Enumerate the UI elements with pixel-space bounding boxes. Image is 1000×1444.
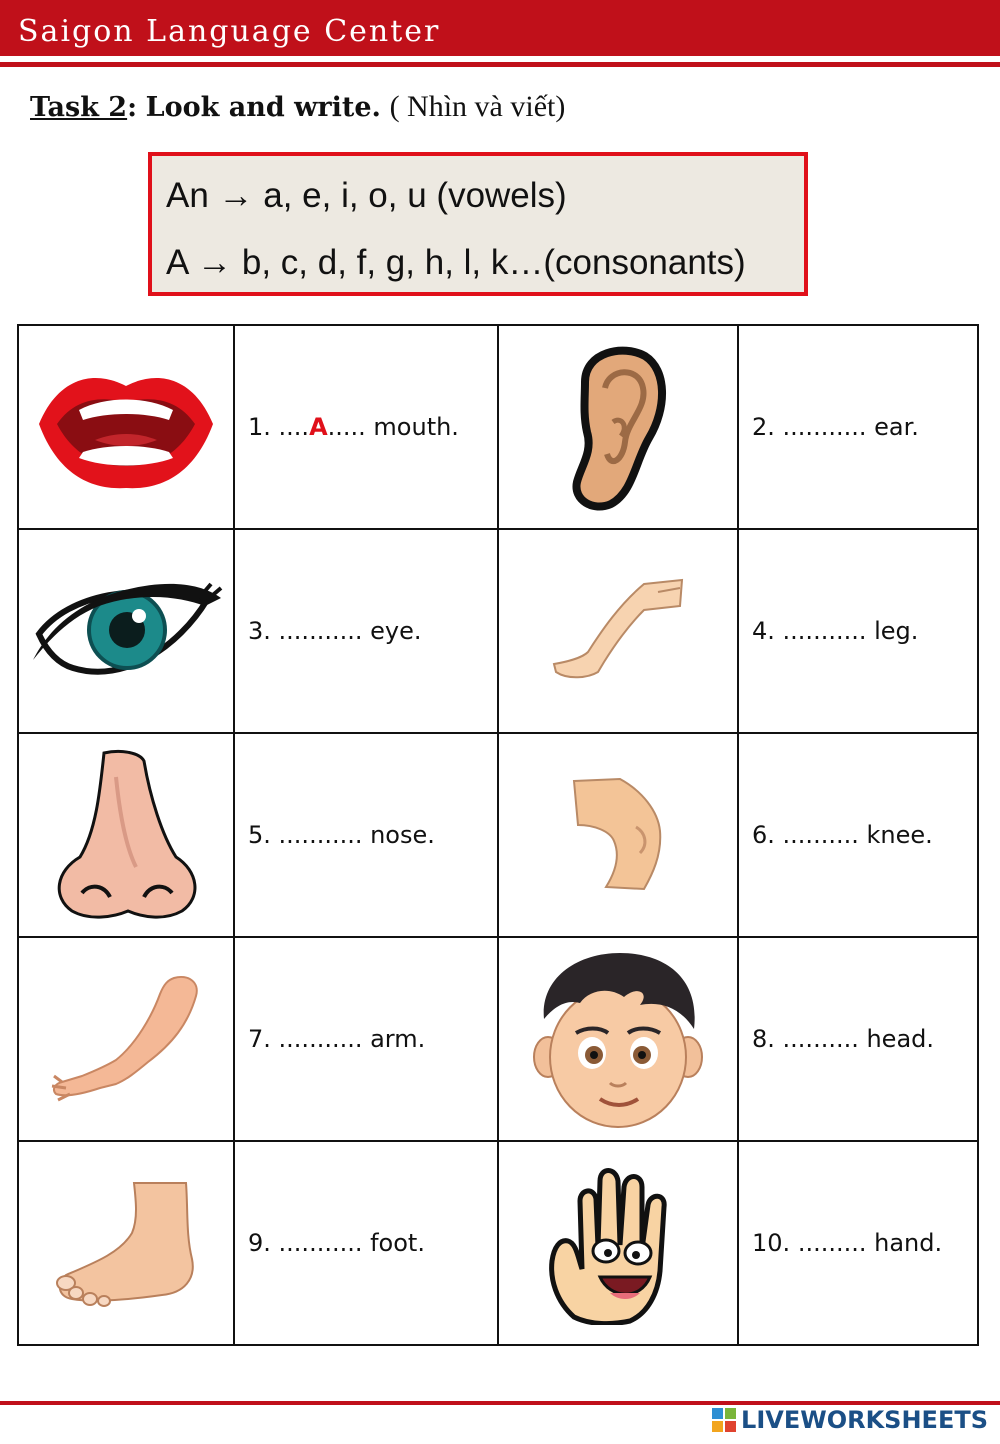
picture-cell bbox=[18, 1141, 234, 1345]
blank-before: .... bbox=[278, 413, 310, 441]
answer-line[interactable]: ........... foot. bbox=[278, 1229, 425, 1257]
sentence-cell bbox=[738, 937, 978, 1141]
article-rule-box bbox=[148, 152, 808, 296]
exercise-table bbox=[17, 324, 979, 1346]
sentence-cell bbox=[738, 733, 978, 937]
mouth-icon bbox=[35, 362, 217, 492]
header-bar bbox=[0, 0, 1000, 56]
brand-name: LIVEWORKSHEETS bbox=[741, 1406, 988, 1434]
picture-cell bbox=[18, 937, 234, 1141]
table-row bbox=[18, 529, 978, 733]
picture-cell bbox=[498, 1141, 738, 1345]
answer-line[interactable]: ......... hand. bbox=[797, 1229, 943, 1257]
item-number: 8. bbox=[752, 1025, 775, 1053]
picture-cell bbox=[498, 733, 738, 937]
blank-after: ..... mouth. bbox=[327, 413, 459, 441]
table-row bbox=[18, 733, 978, 937]
picture-cell bbox=[498, 325, 738, 529]
table-row bbox=[18, 937, 978, 1141]
picture-cell bbox=[498, 529, 738, 733]
leg-icon bbox=[548, 576, 688, 686]
eye-icon bbox=[29, 576, 223, 686]
sentence-cell bbox=[738, 529, 978, 733]
task-heading bbox=[30, 90, 565, 124]
table-row bbox=[18, 325, 978, 529]
rule-vowels: An → a, e, i, o, u (vowels) bbox=[166, 176, 567, 215]
picture-cell bbox=[18, 733, 234, 937]
sentence-cell bbox=[234, 529, 498, 733]
arm-icon bbox=[48, 972, 204, 1106]
picture-cell bbox=[18, 325, 234, 529]
answer-line[interactable]: ........... leg. bbox=[782, 617, 919, 645]
answer-line[interactable]: .......... knee. bbox=[782, 821, 933, 849]
item-number: 2. bbox=[752, 413, 775, 441]
item-number: 1. bbox=[248, 413, 271, 441]
answer-line[interactable]: ........... nose. bbox=[278, 821, 435, 849]
picture-cell bbox=[18, 529, 234, 733]
head-icon bbox=[530, 949, 706, 1129]
sentence-cell bbox=[234, 733, 498, 937]
answer-line[interactable]: ........... ear. bbox=[782, 413, 919, 441]
footer-rule bbox=[0, 1401, 1000, 1405]
hand-icon bbox=[544, 1161, 692, 1325]
logo-mark-icon bbox=[712, 1408, 736, 1432]
item-number: 4. bbox=[752, 617, 775, 645]
header-rule bbox=[0, 62, 1000, 67]
sentence-cell bbox=[738, 325, 978, 529]
item-number: 10. bbox=[752, 1229, 791, 1257]
answer-input[interactable]: A bbox=[309, 413, 328, 441]
item-number: 3. bbox=[248, 617, 271, 645]
foot-icon bbox=[54, 1179, 198, 1307]
sentence-cell bbox=[234, 325, 498, 529]
table-row bbox=[18, 1141, 978, 1345]
sentence-cell bbox=[234, 1141, 498, 1345]
sentence-cell bbox=[234, 937, 498, 1141]
answer-line[interactable]: ........... eye. bbox=[278, 617, 422, 645]
nose-icon bbox=[46, 747, 206, 923]
sentence-cell bbox=[738, 1141, 978, 1345]
task-title: Look and write. bbox=[145, 92, 381, 123]
liveworksheets-logo bbox=[712, 1406, 988, 1434]
item-number: 6. bbox=[752, 821, 775, 849]
task-translation: ( Nhìn và viết) bbox=[389, 90, 566, 123]
knee-icon bbox=[570, 775, 666, 895]
ear-icon bbox=[563, 342, 673, 512]
item-number: 9. bbox=[248, 1229, 271, 1257]
rule-consonants: A → b, c, d, f, g, h, l, k…(consonants) bbox=[166, 243, 746, 282]
task-colon: : bbox=[127, 92, 138, 123]
task-number: Task 2 bbox=[30, 92, 128, 123]
item-number: 7. bbox=[248, 1025, 271, 1053]
answer-line[interactable]: .......... head. bbox=[782, 1025, 935, 1053]
picture-cell bbox=[498, 937, 738, 1141]
answer-line[interactable]: ........... arm. bbox=[278, 1025, 426, 1053]
center-name: Saigon Language Center bbox=[18, 14, 441, 49]
item-number: 5. bbox=[248, 821, 271, 849]
